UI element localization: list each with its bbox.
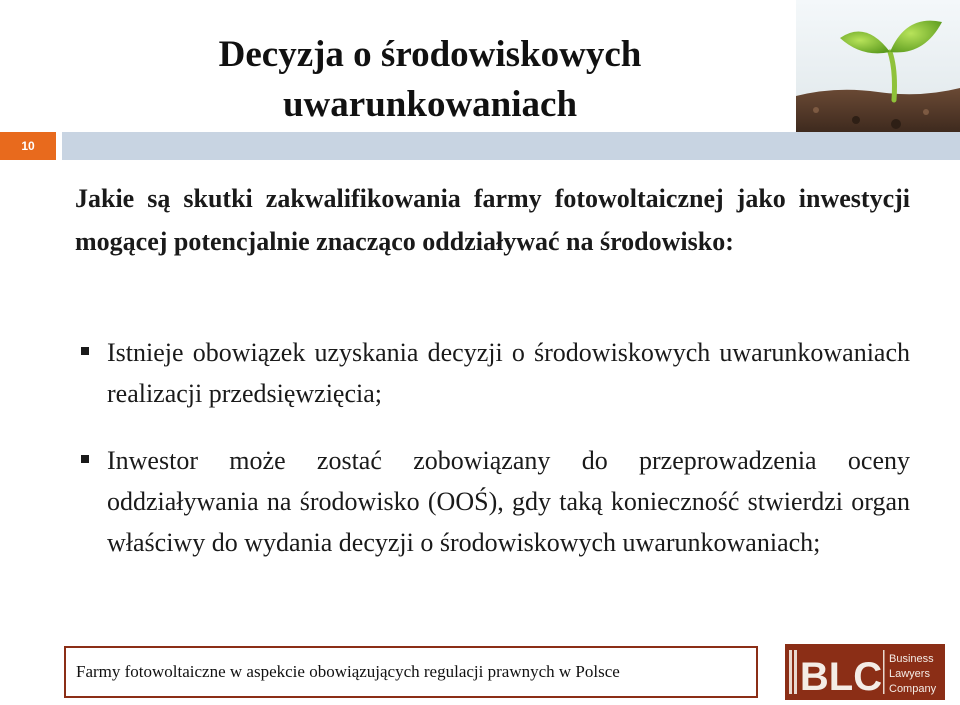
seedling-photo — [796, 0, 960, 132]
logo-line-1: Business — [889, 653, 934, 665]
logo-monogram: BLC — [799, 655, 883, 699]
lead-question: Jakie są skutki zakwalifikowania farmy fotowoltaicznej jako inwestycji mogącej potencjalnie znacząco oddziaływać na środowisko: — [75, 184, 910, 256]
footer-text: Farmy fotowoltaiczne w aspekcie obowiązujących regulacji prawnych w Polsce — [76, 662, 620, 681]
logo-line-2: Lawyers — [889, 668, 930, 680]
slide-title-line-2: uwarunkowaniach — [282, 84, 578, 125]
list-item — [75, 440, 910, 563]
footer-caption — [64, 646, 758, 698]
slide-number: 10 — [0, 132, 56, 160]
slide-title — [150, 30, 710, 130]
slide-title-line-1: Decyzja o środowiskowych — [218, 34, 642, 75]
square-bullet-icon — [81, 347, 89, 355]
company-logo — [785, 644, 945, 700]
seedling-image — [796, 0, 960, 132]
bullet-text: Inwestor może zostać zobowiązany do przeprowadzenia oceny oddziaływania na środowisko (OOŚ), gdy taką konieczność stwierdzi organ właściwy do wydania decyzji o środowiskowych uwarunkowaniach; — [107, 446, 910, 557]
bullet-list — [75, 332, 910, 563]
title-divider-bar — [62, 132, 960, 160]
bullet-text: Istnieje obowiązek uzyskania decyzji o środowiskowych uwarunkowaniach realizacji przedsięwzięcia; — [107, 338, 910, 408]
logo-line-3: Company — [889, 683, 937, 695]
list-item — [75, 332, 910, 414]
square-bullet-icon — [81, 455, 89, 463]
blc-logo-image — [785, 644, 945, 700]
